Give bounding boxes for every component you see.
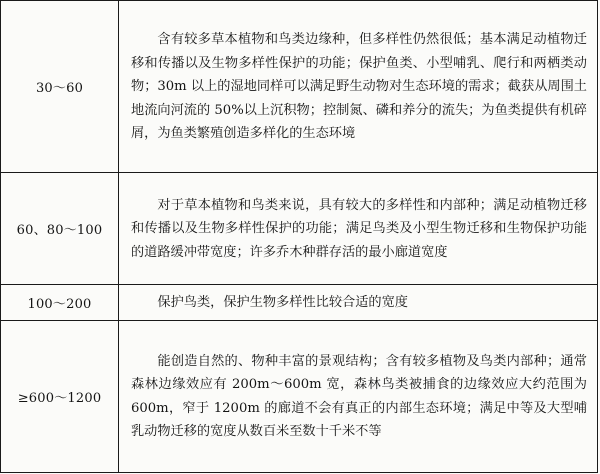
description-text: 含有较多草本植物和鸟类边缘种，但多样性仍然很低；基本满足动植物迁移和传播以及生物多样性保护的功能；保护鱼类、小型哺乳、爬行和两栖类动物；30m 以上的湿地同样可以满足野生动物对生态环境的需求；截获从周围土地流向河流的 50%以上沉积物；控制氮、磷和养分的流失；为鱼类提供有机碎屑，为鱼类繁殖创造多样化的生态环境 [131,32,587,142]
width-cell: 30～60 [1,1,119,173]
table-row [1,320,598,472]
description-text: 保护鸟类，保护生物多样性比较合适的宽度 [157,295,408,310]
table-row [1,173,598,285]
width-cell: 60、80～100 [1,173,119,285]
description-cell [119,173,598,285]
table-row [1,1,598,173]
width-cell: 100～200 [1,285,119,321]
description-cell [119,320,598,472]
table-row [1,285,598,321]
description-cell [119,1,598,173]
description-text: 能创造自然的、物种丰富的景观结构；含有较多植物及鸟类内部种；通常森林边缘效应有 200m～600m 宽，森林鸟类被捕食的边缘效应大约范围为 600m，窄于 1200m 的廊道不会有真正的内部生态环境；满足中等及大型哺乳动物迁移的宽度从数百米至数十千米不等 [131,353,587,439]
width-cell: ≥600～1200 [1,320,119,472]
description-text: 对于草本植物和鸟类来说，具有较大的多样性和内部种；满足动植物迁移和传播以及生物多样性保护的功能；满足鸟类及小型生物迁移和生物保护功能的道路缓冲带宽度；许多乔木种群存活的最小廊道宽度 [131,197,587,260]
description-cell [119,285,598,321]
